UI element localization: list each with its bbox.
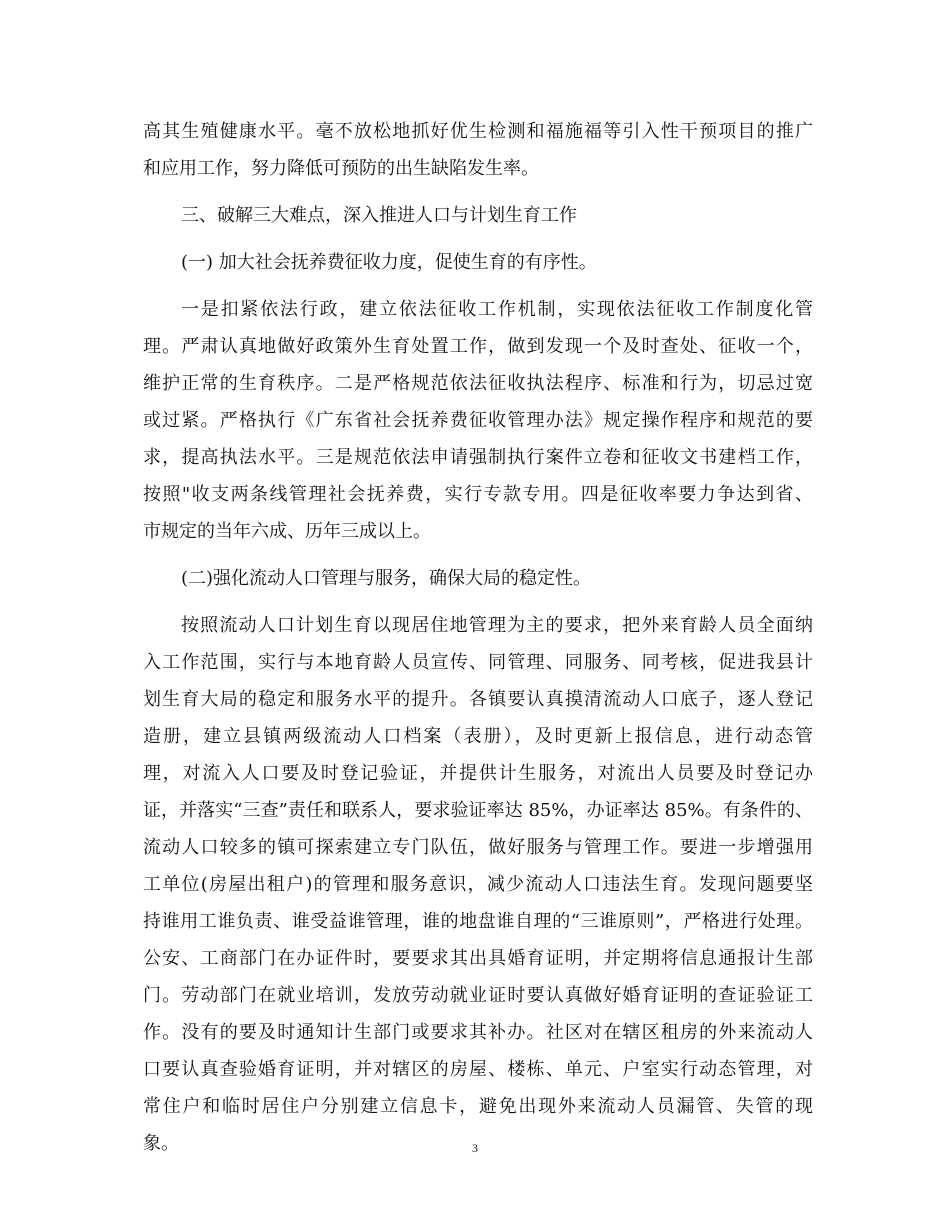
subheading-two (143, 560, 813, 597)
text-line: 证，并落实“三查”责任和联系人，要求验证率达 85%，办证率达 85%。有条件的、 (143, 800, 813, 821)
text-line: 和应用工作，努力降低可预防的出生缺陷发生率。 (143, 158, 539, 179)
section-heading-three (143, 197, 813, 234)
paragraph-gap (143, 550, 813, 560)
paragraph-gap (143, 234, 813, 244)
text-line: 持谁用工谁负责、谁受益谁管理，谁的地盘谁自理的“三谁原则”，严格进行处理。 (143, 911, 813, 932)
page-number: 3 (472, 1141, 478, 1155)
text-line: 按照"收支两条线管理社会抚养费，实行专款专用。四是征收率要力争达到省、 (143, 484, 813, 505)
text-line: 作。没有的要及时通知计生部门或要求其补办。社区对在辖区租房的外来流动人 (143, 1022, 813, 1043)
text-line: 维护正常的生育秩序。二是严格规范依法征收执法程序、标准和行为，切忌过宽 (143, 373, 813, 394)
text-line: 理。严肃认真地做好政策外生育处置工作，做到发现一个及时查处、征收一个， (143, 336, 813, 357)
paragraph-levy-collection (143, 291, 813, 550)
text-line: 高其生殖健康水平。毫不放松地抓好优生检测和福施福等引入性干预项目的推广 (143, 121, 813, 142)
subheading-one (143, 244, 813, 281)
text-line: 按照流动人口计划生育以现居住地管理为主的要求，把外来育龄人员全面纳 (181, 615, 813, 636)
text-line: 象。 (143, 1133, 179, 1154)
paragraph-gap (143, 597, 813, 607)
text-line: 流动人口较多的镇可探索建立专门队伍，做好服务与管理工作。要进一步增强用 (143, 837, 813, 858)
text-line: 造册，建立县镇两级流动人口档案（表册），及时更新上报信息，进行动态管 (143, 726, 813, 747)
text-line: 公安、工商部门在办证件时，要要求其出具婚育证明，并定期将信息通报计生部 (143, 948, 813, 969)
text-line: 门。劳动部门在就业培训，发放劳动就业证时要认真做好婚育证明的查证验证工 (143, 985, 813, 1006)
text-line: 常住户和临时居住户分别建立信息卡，避免出现外来流动人员漏管、失管的现 (143, 1096, 813, 1117)
text-line: 口要认真查验婚育证明，并对辖区的房屋、楼栋、单元、户室实行动态管理，对 (143, 1059, 813, 1080)
text-line: 入工作范围，实行与本地育龄人员宣传、同管理、同服务、同考核，促进我县计 (143, 652, 813, 673)
paragraph-gap (143, 281, 813, 291)
section-heading: 三、破解三大难点，深入推进人口与计划生育工作 (181, 205, 577, 226)
text-line: 工单位(房屋出租户)的管理和服务意识，减少流动人口违法生育。发现问题要坚 (143, 874, 813, 895)
subheading: (二)强化流动人口管理与服务，确保大局的稳定性。 (181, 568, 592, 589)
subheading: (一) 加大社会抚养费征收力度，促使生育的有序性。 (181, 252, 597, 273)
paragraph-floating-population (143, 607, 813, 1162)
document-body (143, 113, 813, 1162)
paragraph-health-level (143, 113, 813, 187)
text-line: 求，提高执法水平。三是规范依法申请强制执行案件立卷和征收文书建档工作， (143, 447, 813, 468)
text-line: 划生育大局的稳定和服务水平的提升。各镇要认真摸清流动人口底子，逐人登记 (143, 689, 813, 710)
paragraph-gap (143, 187, 813, 197)
text-line: 理，对流入人口要及时登记验证，并提供计生服务，对流出人员要及时登记办 (143, 763, 813, 784)
text-line: 或过紧。严格执行《广东省社会抚养费征收管理办法》规定操作程序和规范的要 (143, 410, 813, 431)
text-line: 市规定的当年六成、历年三成以上。 (143, 521, 431, 542)
text-line: 一是扣紧依法行政，建立依法征收工作机制，实现依法征收工作制度化管 (181, 299, 813, 320)
